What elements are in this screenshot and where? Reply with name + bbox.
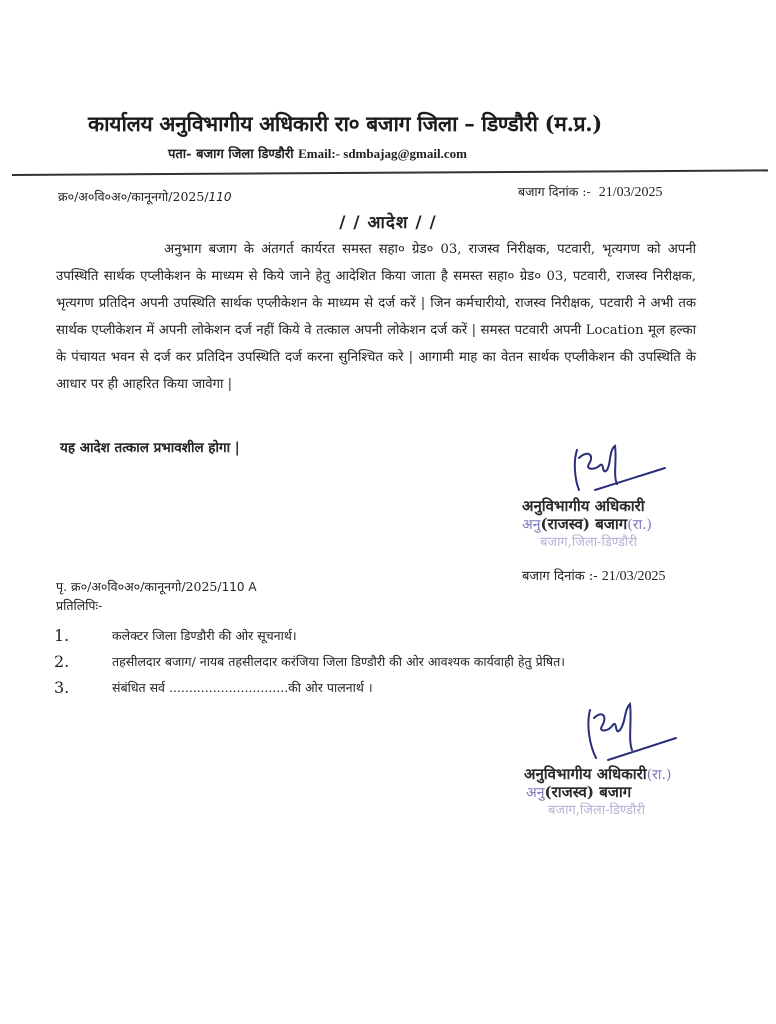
reference-prefix: क्र०/अ०वि०अ०/कानूनगो/2025/ (58, 189, 209, 204)
signature-2-line2 (526, 782, 631, 802)
signature-2-designation: अनुविभागीय अधिकारी (524, 765, 647, 783)
list-item-number: 1. (54, 625, 70, 645)
order-date-label: बजाग दिनांक :- (518, 184, 591, 199)
list-item (54, 674, 734, 700)
signature-2-office: (राजस्व) बजाग (544, 783, 632, 801)
reference-number (58, 188, 231, 205)
stamp-2-location: बजाग,जिला-डिण्डौरी (548, 803, 645, 818)
office-title: कार्यालय अनुविभागीय अधिकारी रा० बजाग जिला – डिण्डौरी (म.प्र.) (88, 111, 602, 136)
header-divider (12, 169, 768, 176)
email-address[interactable]: sdmbajag@gmail.com (343, 146, 467, 161)
copy-to-list (54, 622, 734, 700)
office-address (168, 144, 467, 162)
endorsement-handwritten-number: 110 A (221, 580, 257, 594)
stamp-2-suffix: (रा.) (646, 767, 672, 783)
order-date-value: 21/03/2025 (598, 185, 663, 200)
signature-1-icon (565, 440, 675, 500)
signature-2-line1 (524, 764, 671, 784)
stamp-1-suffix: (रा.) (627, 517, 652, 533)
list-item (54, 622, 734, 648)
endorsement-prefix: पृ. क्र०/अ०वि०अ०/कानूनगो/2025/ (56, 579, 222, 594)
address-text: पता- बजाग जिला डिण्डौरी (168, 147, 299, 162)
signature-1-date (522, 566, 666, 585)
list-item-text: कलेक्टर जिला डिण्डौरी की ओर सूचनार्थ। (112, 627, 297, 643)
reference-handwritten-number: 110 (208, 190, 232, 204)
order-date (518, 183, 662, 201)
email-label: Email:- (298, 146, 344, 161)
stamp-1-location: बजाग,जिला-डिण्डौरी (540, 535, 637, 550)
stamp-1-prefix: अनु (522, 517, 541, 533)
signature-1-designation: अनुविभागीय अधिकारी (522, 497, 645, 515)
stamp-2-prefix: अनु (526, 785, 545, 801)
list-item (54, 648, 734, 674)
signature-1-line2 (522, 514, 652, 534)
endorsement-number (56, 578, 257, 595)
list-item-number: 3. (54, 677, 70, 697)
order-body (56, 236, 696, 398)
order-heading: / / आदेश / / (339, 213, 437, 233)
order-body-text: अनुभाग बजाग के अंतगर्त कार्यरत समस्त सहा० ग्रेड० 03, राजस्व निरीक्षक, पटवारी, भृत्यगण को अपनी उपस्थिति सार्थक एप्लीकेशन के माध्यम से किये जाने हेतु आदेशित किया जाता है समस्त सहा० ग्रेड० 03, पटवारी, राजस्व निरीक्षक, भृत्यगण प्रतिदिन अपनी उपस्थिति सार्थक एप्लीकेशन के माध्यम से दर्ज करें | जिन कर्मचारीयो, राजस्व निरीक्षक, पटवारी ने अभी तक सार्थक एप्लीकेशन में अपनी लोकेशन दर्ज नहीं किये वे तत्काल अपनी लोकेशन दर्ज करें | समस्त पटवारी अपनी Location मूल हल्का के पंचायत भवन से दर्ज कर प्रतिदिन उपस्थिति दर्ज करना सुनिश्चित करे | आगामी माह का वेतन सार्थक एप्लीकेशन की उपस्थिति के आधार पर ही आहरित किया जावेगा | (56, 242, 696, 392)
list-item-text: संबंधित सर्व ..............................की ओर पालनार्थ । (112, 679, 373, 695)
effect-statement: यह आदेश तत्काल प्रभावशील होगा | (60, 440, 240, 456)
list-item-number: 2. (54, 651, 70, 671)
signature-1-date-label: बजाग दिनांक :- (522, 569, 598, 584)
signature-1-date-value: 21/03/2025 (601, 569, 666, 584)
list-item-text: तहसीलदार बजाग/ नायब तहसीलदार करंजिया जिला डिण्डौरी की ओर आवश्यक कार्यवाही हेतु प्रेषित। (112, 653, 566, 669)
signature-2-icon (580, 700, 690, 766)
copy-to-label: प्रतिलिपिः- (56, 598, 103, 613)
signature-1-office: (राजस्व) बजाग (540, 515, 628, 533)
